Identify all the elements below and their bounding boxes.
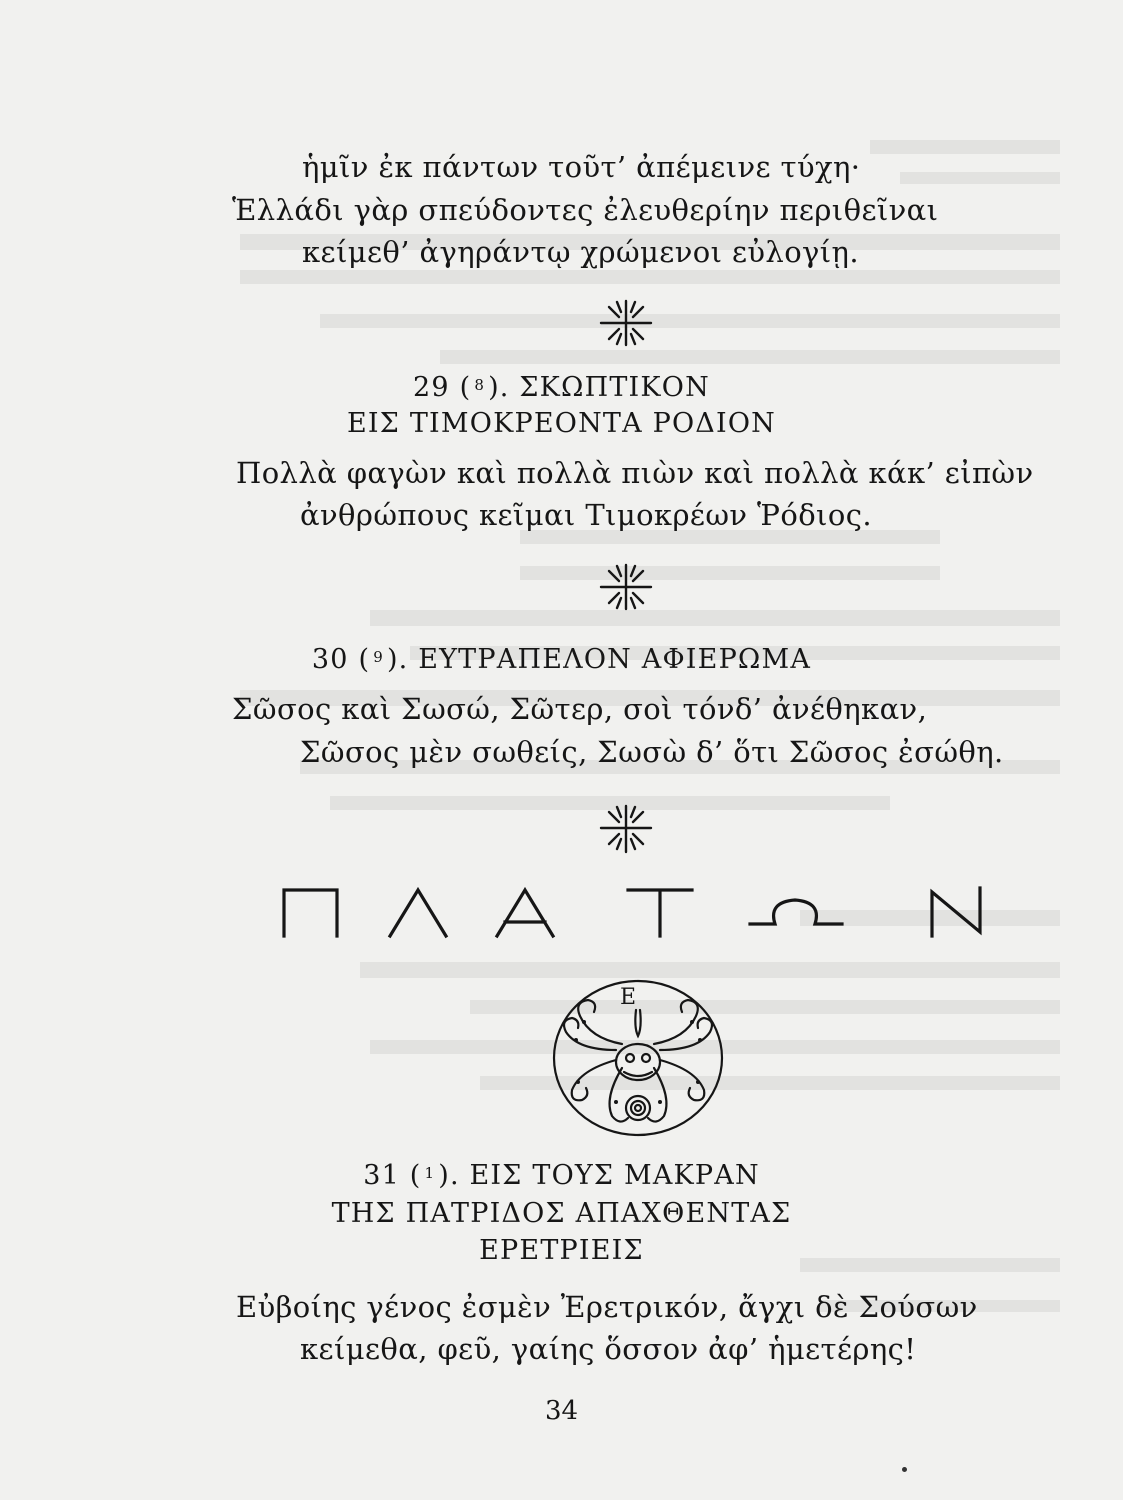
epigram-30-title: ). ΕΥΤΡΑΠΕΛΟΝ ΑΦΙΕΡΩΜΑ	[386, 644, 812, 675]
author-letter-1: Π	[310, 922, 311, 923]
epigram-a-line-1: ἡμῖν ἐκ πάντων τοῦτ’ ἀπέμεινε τύχη·	[302, 150, 861, 184]
octopus-coin-illustration	[550, 978, 726, 1140]
epigram-30-note: 9	[373, 648, 384, 666]
author-letter-6: Ν	[956, 922, 957, 923]
coin-letter: Ε	[620, 985, 637, 1010]
author-letter-2: Λ	[418, 922, 419, 923]
asterisk-ornament-3	[598, 800, 654, 856]
epigram-30-heading	[0, 644, 1123, 675]
epigram-31-line-1: Εὐβοίης γένος ἐσμὲν Ἐρετρικόν, ἄγχι δὲ Σούσων	[236, 1290, 978, 1324]
epigram-29-number: 29 (	[413, 372, 472, 403]
author-letter-3: Α	[525, 922, 526, 923]
asterisk-ornament-2	[598, 562, 654, 612]
epigram-30-line-2: Σῶσος μὲν σωθείς, Σωσὼ δ’ ὅτι Σῶσος ἐσώθη.	[300, 735, 1004, 769]
epigram-31-subtitle-1: ΤΗΣ ΠΑΤΡΙΔΟΣ ΑΠΑΧΘΕΝΤΑΣ	[331, 1198, 792, 1229]
epigram-a-line-3: κείμεθ’ ἀγηράντῳ χρώμενοι εὐλογίῃ.	[302, 235, 859, 269]
epigram-29-note: 8	[474, 376, 486, 394]
epigram-31-note: 1	[424, 1164, 436, 1182]
author-letter-5: Ω	[795, 922, 796, 923]
epigram-29-line-2: ἀνθρώπους κεῖμαι Τιμοκρέων Ῥόδιος.	[300, 498, 872, 532]
epigram-29-title: ). ΣΚΩΠΤΙΚΟΝ	[488, 372, 710, 403]
epigram-30-number: 30 (	[311, 644, 371, 675]
epigram-30-line-1: Σῶσος καὶ Σωσώ, Σῶτερ, σοὶ τόνδ’ ἀνέθηκαν,	[232, 692, 928, 726]
author-name	[0, 882, 1123, 946]
epigram-29-heading	[0, 372, 1123, 403]
print-speck	[902, 1467, 907, 1472]
epigram-31-title: ). ΕΙΣ ΤΟΥΣ ΜΑΚΡΑΝ	[438, 1160, 760, 1191]
page-number: 34	[544, 1396, 579, 1426]
epigram-31-number: 31 (	[363, 1160, 422, 1191]
asterisk-ornament-1	[598, 298, 654, 348]
epigram-31-line-2: κείμεθα, φεῦ, γαίης ὅσσον ἀφ’ ἡμετέρης!	[300, 1332, 917, 1366]
epigram-29-subtitle: ΕΙΣ ΤΙΜΟΚΡΕΟΝΤΑ ΡΟΔΙΟΝ	[346, 408, 777, 439]
epigram-31-heading	[0, 1160, 1123, 1191]
epigram-31-subtitle-2: ΕΡΕΤΡΙΕΙΣ	[479, 1235, 644, 1266]
epigram-a-line-2: Ἑλλάδι γὰρ σπεύδοντες ἐλευθερίην περιθεῖναι	[232, 193, 939, 227]
epigram-29-line-1: Πολλὰ φαγὼν καὶ πολλὰ πιὼν καὶ πολλὰ κάκ’ εἰπὼν	[236, 456, 1034, 490]
author-letter-4: Τ	[660, 922, 661, 923]
author-name-lettering	[0, 882, 1123, 942]
